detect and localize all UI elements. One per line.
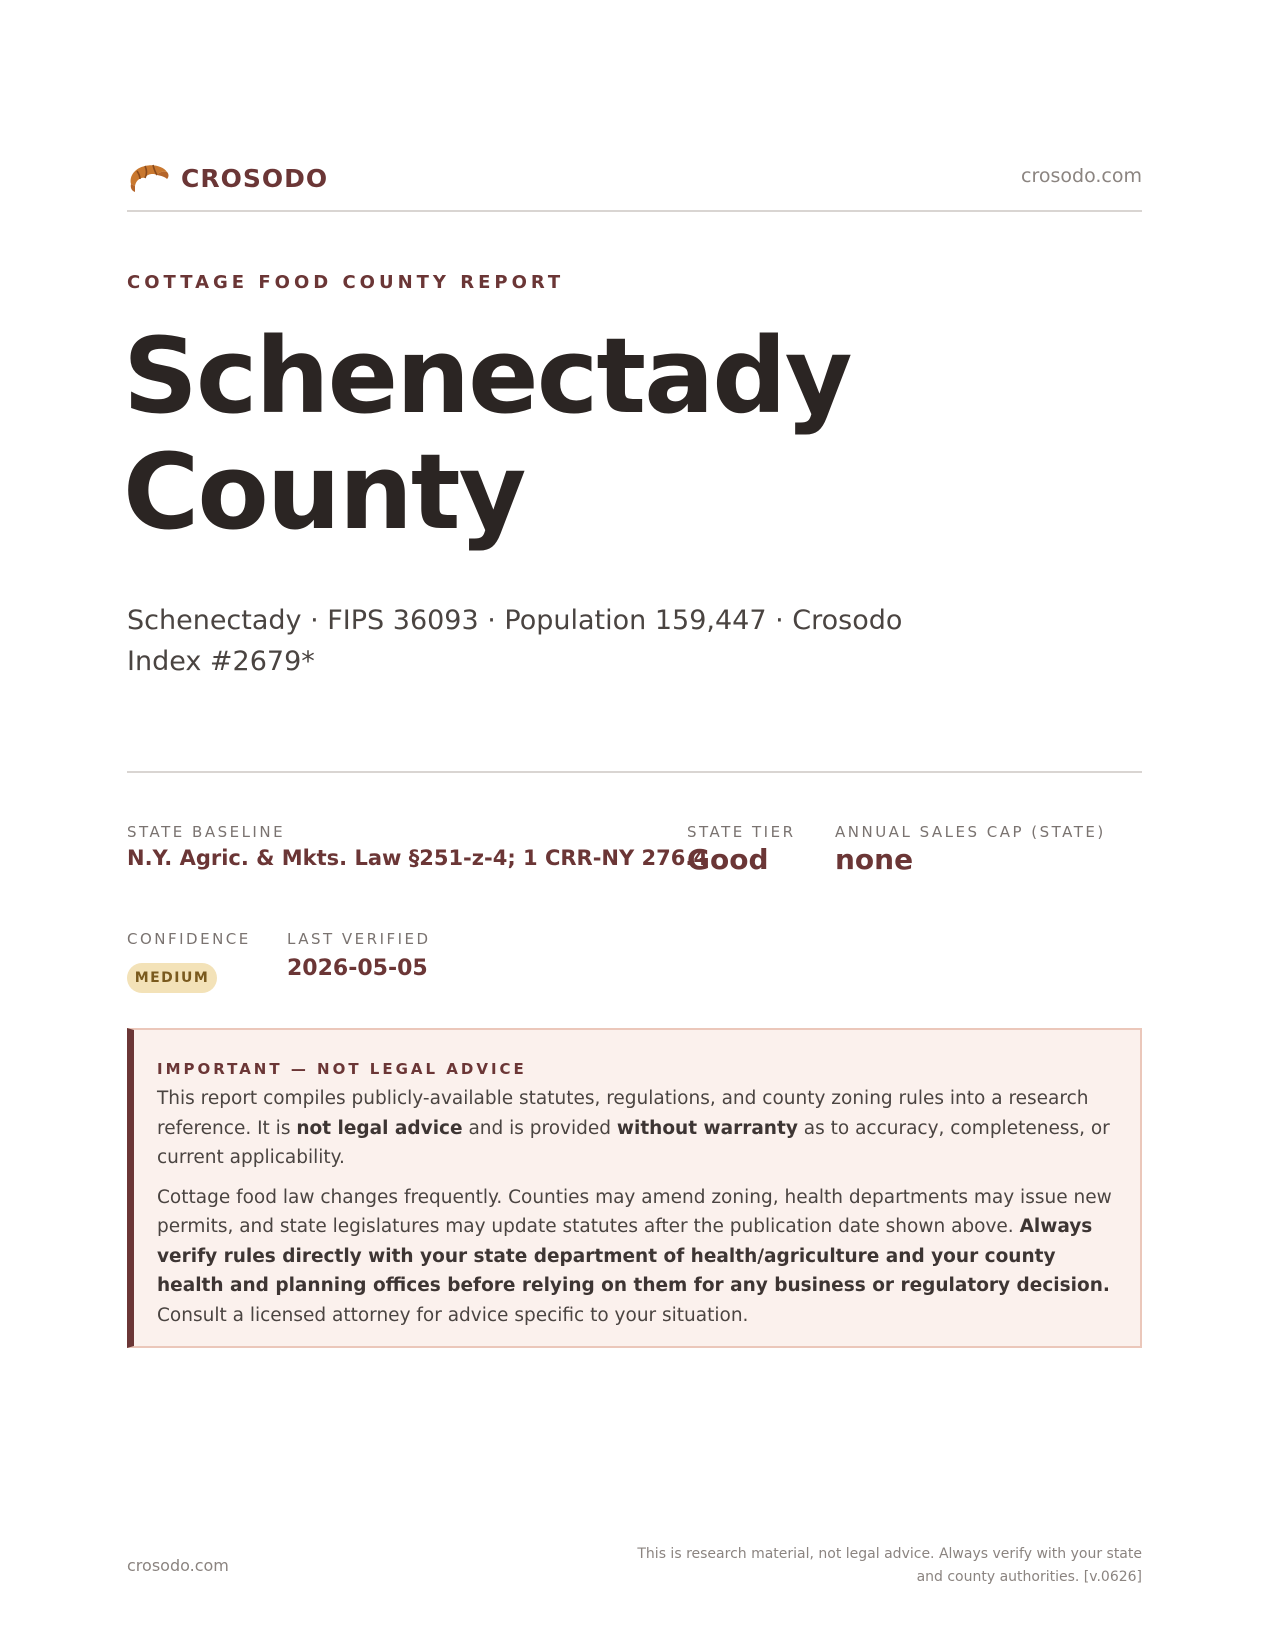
report-subtitle: Schenectady · FIPS 36093 · Population 159,447 · Crosodo Index #2679* — [127, 605, 903, 677]
state-tier-label: STATE TIER — [687, 823, 796, 841]
section-divider — [127, 771, 1142, 773]
report-page — [123, 0, 1142, 1650]
state-baseline-label: STATE BASELINE — [127, 823, 286, 841]
footer-url-link[interactable]: crosodo.com — [127, 1556, 229, 1575]
sales-cap-value: none — [835, 843, 914, 876]
confidence-label: CONFIDENCE — [127, 930, 251, 948]
notice-text: and is provided — [462, 1117, 617, 1139]
notice-emphasis: without warranty — [616, 1117, 798, 1139]
header-url-link[interactable]: crosodo.com — [1021, 165, 1142, 187]
notice-title: IMPORTANT — NOT LEGAL ADVICE — [157, 1060, 527, 1078]
confidence-badge: MEDIUM — [127, 963, 217, 993]
notice-text: Consult a licensed attorney for advice specific to your situation. — [157, 1304, 749, 1326]
report-eyebrow: COTTAGE FOOD COUNTY REPORT — [127, 272, 565, 293]
brand[interactable] — [127, 160, 328, 196]
brand-name: CROSODO — [181, 163, 329, 193]
notice-paragraph-2 — [157, 1183, 1127, 1331]
state-baseline-value: N.Y. Agric. & Mkts. Law §251-z-4; 1 CRR-NY 276.4 — [127, 846, 708, 870]
notice-text: as to accuracy, completeness, or current applicability. — [157, 1117, 1110, 1168]
notice-emphasis: not legal advice — [296, 1117, 463, 1139]
page-header — [127, 154, 1142, 212]
notice-text: Cottage food law changes frequently. Counties may amend zoning, health departments may issue new permits, and state legislatures may update statutes after the publication date shown above. — [157, 1186, 1112, 1237]
notice-text: This report compiles publicly-available statutes, regulations, and county zoning rules into a research reference. It is — [157, 1088, 1089, 1139]
last-verified-value: 2026-05-05 — [287, 956, 428, 981]
notice-body — [157, 1084, 1127, 1340]
notice-paragraph-1 — [157, 1084, 1127, 1173]
croissant-icon — [127, 160, 171, 196]
page-title: Schenectady County — [123, 315, 851, 553]
sales-cap-label: ANNUAL SALES CAP (STATE) — [835, 823, 1106, 841]
last-verified-label: LAST VERIFIED — [287, 930, 431, 948]
footer-disclaimer: This is research material, not legal advice. Always verify with your state and county authorities. [v.0626] — [637, 1546, 1142, 1585]
legal-notice-box — [127, 1028, 1142, 1348]
notice-emphasis: Always verify rules directly with your state department of health/agriculture and your county health and planning offices before relying on them for any business or regulatory decision. — [157, 1216, 1110, 1296]
state-tier-value: Good — [687, 843, 769, 876]
